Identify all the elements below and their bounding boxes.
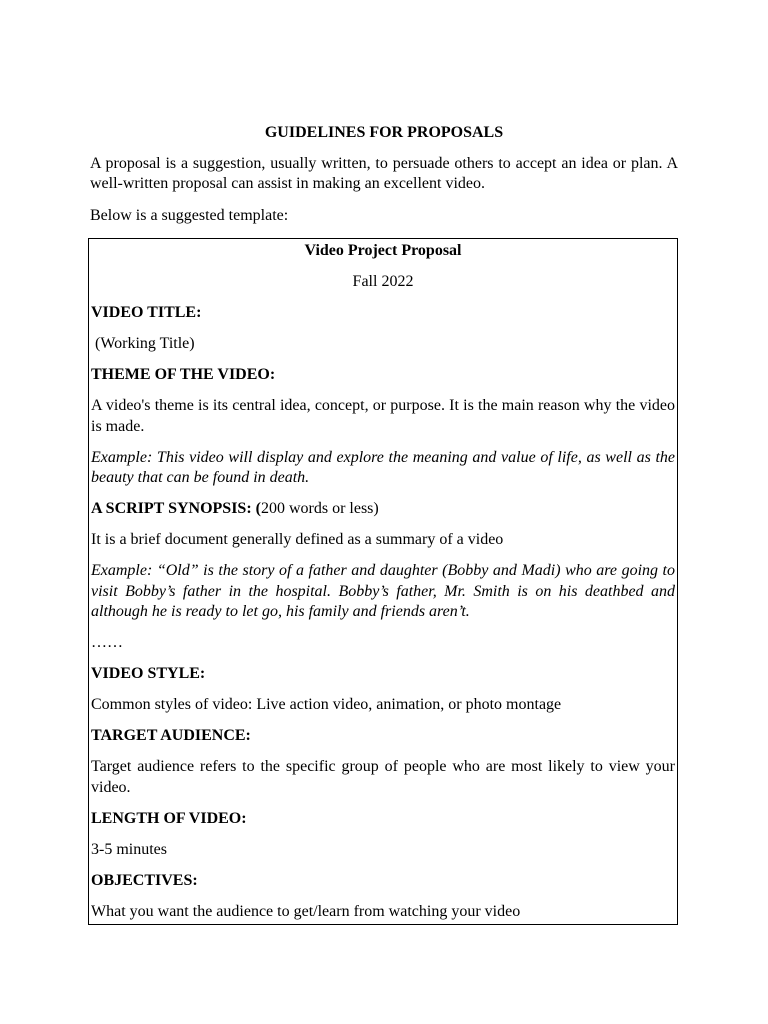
audience-text: Target audience refers to the specific group of people who are most likely to view your video. bbox=[91, 758, 675, 796]
synopsis-example: Example: “Old” is the story of a father and daughter (Bobby and Madi) who are going to visit Bobby’s father in the hospital. Bobby’s father, Mr. Smith is on his deathbed and although he is ready to let go, his family and friends aren’t. bbox=[91, 562, 675, 620]
template-intro: Below is a suggested template: bbox=[90, 207, 289, 224]
theme-text: A video's theme is its central idea, concept, or purpose. It is the main reason why the video is made. bbox=[91, 397, 675, 435]
style-label: VIDEO STYLE: bbox=[91, 665, 206, 682]
synopsis-text: It is a brief document generally defined as a summary of a video bbox=[91, 531, 504, 548]
intro-paragraph: A proposal is a suggestion, usually written, to persuade others to accept an idea or plan. A well-written proposal can assist in making an excellent video. bbox=[90, 155, 678, 192]
synopsis-ellipsis: …… bbox=[91, 634, 123, 651]
theme-example: Example: This video will display and explore the meaning and value of life, as well as the beauty that can be found in death. bbox=[91, 448, 675, 486]
audience-label: TARGET AUDIENCE: bbox=[91, 727, 251, 744]
proposal-template-content bbox=[91, 241, 675, 933]
objectives-text: What you want the audience to get/learn from watching your video bbox=[91, 902, 521, 920]
template-term: Fall 2022 bbox=[352, 273, 414, 290]
working-title: (Working Title) bbox=[91, 335, 195, 352]
document-title: GUIDELINES FOR PROPOSALS bbox=[264, 124, 504, 141]
length-label: LENGTH OF VIDEO: bbox=[91, 809, 247, 827]
objectives-label: OBJECTIVES: bbox=[91, 871, 198, 889]
video-title-label: VIDEO TITLE: bbox=[91, 304, 202, 321]
proposal-template-box bbox=[88, 238, 678, 925]
template-heading: Video Project Proposal bbox=[304, 242, 462, 259]
length-text: 3-5 minutes bbox=[91, 840, 167, 858]
theme-label: THEME OF THE VIDEO: bbox=[91, 366, 276, 383]
style-text: Common styles of video: Live action video, animation, or photo montage bbox=[91, 696, 562, 713]
synopsis-heading bbox=[91, 499, 675, 520]
synopsis-note: 200 words or less) bbox=[260, 500, 379, 517]
synopsis-label: A SCRIPT SYNOPSIS: ( bbox=[91, 500, 261, 517]
